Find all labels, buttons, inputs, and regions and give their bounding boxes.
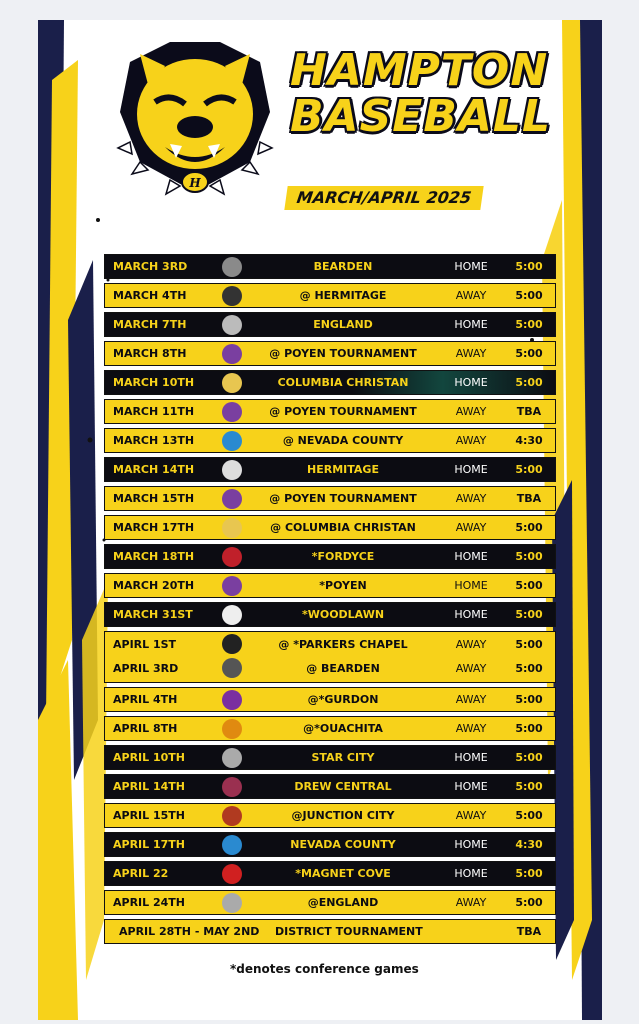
schedule-subrow — [105, 656, 555, 680]
game-opponent: COLUMBIA CHRISTAN — [277, 376, 409, 389]
game-time: 5:00 — [515, 661, 543, 675]
game-location: HOME — [454, 780, 488, 793]
game-opponent: HERMITAGE — [307, 463, 379, 476]
team-logo-icon — [217, 429, 247, 452]
schedule-row — [104, 774, 556, 799]
game-time: 5:00 — [515, 867, 543, 880]
team-logo-icon — [217, 746, 247, 769]
game-date: MARCH 13TH — [113, 434, 195, 447]
game-time: 5:00 — [515, 809, 543, 822]
schedule-row — [104, 803, 556, 828]
game-opponent: STAR CITY — [311, 751, 375, 764]
page-title — [290, 45, 590, 142]
team-logo-mark — [222, 431, 242, 451]
game-opponent: *MAGNET COVE — [295, 867, 391, 880]
game-date: MARCH 11TH — [113, 405, 195, 418]
team-logo-mark — [222, 257, 242, 277]
season-subtitle: MARCH/APRIL 2025 — [284, 186, 483, 210]
title-line-1: HAMPTON — [290, 45, 549, 96]
team-logo-icon — [217, 657, 247, 680]
team-logo-mark — [222, 344, 242, 364]
team-logo-icon — [217, 342, 247, 365]
team-logo-icon — [217, 487, 247, 510]
team-logo-icon — [217, 833, 247, 856]
team-logo-icon — [217, 603, 247, 626]
schedule-row — [104, 370, 556, 395]
game-opponent: @ POYEN TOURNAMENT — [269, 347, 417, 360]
game-opponent: @ POYEN TOURNAMENT — [269, 492, 417, 505]
mascot-badge-letter: H — [189, 176, 201, 190]
team-logo-mark — [222, 547, 242, 567]
team-logo-mark — [222, 402, 242, 422]
game-location: AWAY — [455, 722, 487, 735]
game-location: AWAY — [455, 896, 487, 909]
team-logo-icon — [217, 862, 247, 885]
team-logo-icon — [217, 574, 247, 597]
game-date: MARCH 14TH — [113, 463, 195, 476]
game-location: HOME — [454, 751, 488, 764]
schedule-row — [104, 861, 556, 886]
team-logo-mark — [222, 864, 242, 884]
game-opponent: BEARDEN — [313, 260, 373, 273]
game-time: 5:00 — [515, 896, 543, 909]
game-date: MARCH 20TH — [113, 579, 195, 592]
game-date: APRIL 8TH — [113, 722, 178, 735]
game-date: APIRL 1ST — [113, 637, 177, 651]
game-time: 5:00 — [515, 521, 543, 534]
game-location: AWAY — [455, 661, 487, 675]
conference-footnote: *denotes conference games — [230, 962, 419, 976]
game-time: 5:00 — [515, 722, 543, 735]
game-date: APRIL 22 — [113, 867, 169, 880]
team-logo-icon — [217, 688, 247, 711]
game-opponent: @ENGLAND — [307, 896, 379, 909]
game-opponent: @ COLUMBIA CHRISTAN — [270, 521, 416, 534]
game-time: 5:00 — [515, 376, 543, 389]
game-time: 5:00 — [515, 608, 543, 621]
game-opponent: NEVADA COUNTY — [290, 838, 396, 851]
game-date: MARCH 8TH — [113, 347, 187, 360]
schedule-row — [104, 428, 556, 453]
game-time: 4:30 — [515, 434, 543, 447]
schedule-row — [104, 341, 556, 366]
district-time: TBA — [516, 925, 542, 938]
team-logo-mark — [222, 748, 242, 768]
schedule-row — [104, 573, 556, 598]
game-location: HOME — [454, 867, 488, 880]
game-date: APRIL 3RD — [113, 661, 179, 675]
schedule-row — [104, 457, 556, 482]
game-location: HOME — [454, 608, 488, 621]
team-logo-icon — [217, 775, 247, 798]
game-location: AWAY — [455, 347, 487, 360]
team-logo-icon — [217, 458, 247, 481]
game-date: APRIL 4TH — [113, 693, 178, 706]
game-date: MARCH 4TH — [113, 289, 187, 302]
game-location: AWAY — [455, 693, 487, 706]
game-date: APRIL 15TH — [113, 809, 185, 822]
team-logo-mark — [222, 658, 242, 678]
game-date: APRIL 10TH — [113, 751, 185, 764]
game-location: AWAY — [455, 492, 487, 505]
team-logo-mark — [222, 634, 242, 654]
team-logo-icon — [217, 400, 247, 423]
poster — [38, 20, 602, 1020]
team-logo-mark — [222, 806, 242, 826]
schedule-row — [104, 544, 556, 569]
game-time: 5:00 — [515, 751, 543, 764]
team-logo-mark — [222, 518, 242, 538]
team-logo-icon — [217, 804, 247, 827]
game-date: MARCH 7TH — [113, 318, 187, 331]
schedule-row — [104, 716, 556, 741]
game-location: HOME — [454, 260, 488, 273]
game-opponent: @*OUACHITA — [303, 722, 383, 735]
team-logo-mark — [222, 777, 242, 797]
schedule-row — [104, 283, 556, 308]
team-logo-mark — [222, 460, 242, 480]
game-time: 5:00 — [515, 780, 543, 793]
game-location: AWAY — [455, 521, 487, 534]
team-logo-icon — [217, 313, 247, 336]
team-logo-icon — [217, 255, 247, 278]
team-logo-mark — [222, 286, 242, 306]
team-logo-icon — [217, 717, 247, 740]
schedule-row — [104, 602, 556, 627]
game-opponent: @JUNCTION CITY — [291, 809, 395, 822]
schedule-row — [104, 515, 556, 540]
schedule-subrow — [105, 632, 555, 656]
game-time: 5:00 — [515, 693, 543, 706]
game-time: TBA — [516, 405, 542, 418]
game-date: APRIL 14TH — [113, 780, 185, 793]
game-opponent: *POYEN — [319, 579, 367, 592]
game-opponent: @ HERMITAGE — [299, 289, 387, 302]
game-time: 5:00 — [515, 289, 543, 302]
game-opponent: *WOODLAWN — [301, 608, 385, 621]
team-logo-mark — [222, 605, 242, 625]
game-date: MARCH 31ST — [113, 608, 193, 621]
game-location: HOME — [454, 579, 488, 592]
title-line-2: BASEBALL — [290, 91, 551, 142]
game-location: AWAY — [455, 809, 487, 822]
game-location: AWAY — [455, 405, 487, 418]
team-logo-mark — [222, 835, 242, 855]
team-logo-icon — [217, 545, 247, 568]
game-date: MARCH 18TH — [113, 550, 195, 563]
game-location: HOME — [454, 376, 488, 389]
game-time: 5:00 — [515, 318, 543, 331]
game-time: 5:00 — [515, 347, 543, 360]
game-location: HOME — [454, 838, 488, 851]
team-logo-mark — [222, 719, 242, 739]
game-date: APRIL 17TH — [113, 838, 185, 851]
team-logo-icon — [217, 371, 247, 394]
schedule-row — [104, 687, 556, 712]
team-logo-mark — [222, 893, 242, 913]
district-date: APRIL 28TH - MAY 2ND — [119, 925, 260, 938]
district-name: DISTRICT TOURNAMENT — [275, 925, 423, 938]
schedule-row — [104, 745, 556, 770]
schedule-row — [104, 254, 556, 279]
schedule-row — [104, 486, 556, 511]
team-logo-mark — [222, 690, 242, 710]
team-logo-mark — [222, 315, 242, 335]
team-logo-icon — [217, 516, 247, 539]
game-date: MARCH 15TH — [113, 492, 195, 505]
team-logo-mark — [222, 576, 242, 596]
game-time: 5:00 — [515, 463, 543, 476]
team-logo-mark — [222, 489, 242, 509]
game-date: APRIL 24TH — [113, 896, 185, 909]
game-opponent: DREW CENTRAL — [294, 780, 392, 793]
game-opponent: @ *PARKERS CHAPEL — [278, 637, 408, 651]
game-location: AWAY — [455, 289, 487, 302]
game-time: 4:30 — [515, 838, 543, 851]
game-opponent: ENGLAND — [313, 318, 373, 331]
district-row — [104, 919, 556, 944]
bulldog-mascot-logo — [110, 32, 280, 202]
game-location: AWAY — [455, 434, 487, 447]
game-opponent: @*GURDON — [307, 693, 379, 706]
team-logo-icon — [217, 633, 247, 656]
game-opponent: @ BEARDEN — [306, 661, 380, 675]
game-opponent: *FORDYCE — [311, 550, 375, 563]
team-logo-icon — [217, 284, 247, 307]
game-location: HOME — [454, 463, 488, 476]
game-date: MARCH 3RD — [113, 260, 188, 273]
schedule-row — [104, 832, 556, 857]
game-time: 5:00 — [515, 637, 543, 651]
schedule-table — [104, 254, 556, 948]
schedule-row — [104, 399, 556, 424]
game-date: MARCH 10TH — [113, 376, 195, 389]
game-time: TBA — [516, 492, 542, 505]
game-time: 5:00 — [515, 579, 543, 592]
team-logo-mark — [222, 373, 242, 393]
game-time: 5:00 — [515, 550, 543, 563]
game-opponent: @ POYEN TOURNAMENT — [269, 405, 417, 418]
game-location: HOME — [454, 318, 488, 331]
game-location: AWAY — [455, 637, 487, 651]
schedule-row — [104, 312, 556, 337]
game-date: MARCH 17TH — [113, 521, 195, 534]
game-location: HOME — [454, 550, 488, 563]
game-opponent: @ NEVADA COUNTY — [282, 434, 404, 447]
schedule-row-double — [104, 631, 556, 683]
schedule-row — [104, 890, 556, 915]
team-logo-icon — [217, 891, 247, 914]
game-time: 5:00 — [515, 260, 543, 273]
